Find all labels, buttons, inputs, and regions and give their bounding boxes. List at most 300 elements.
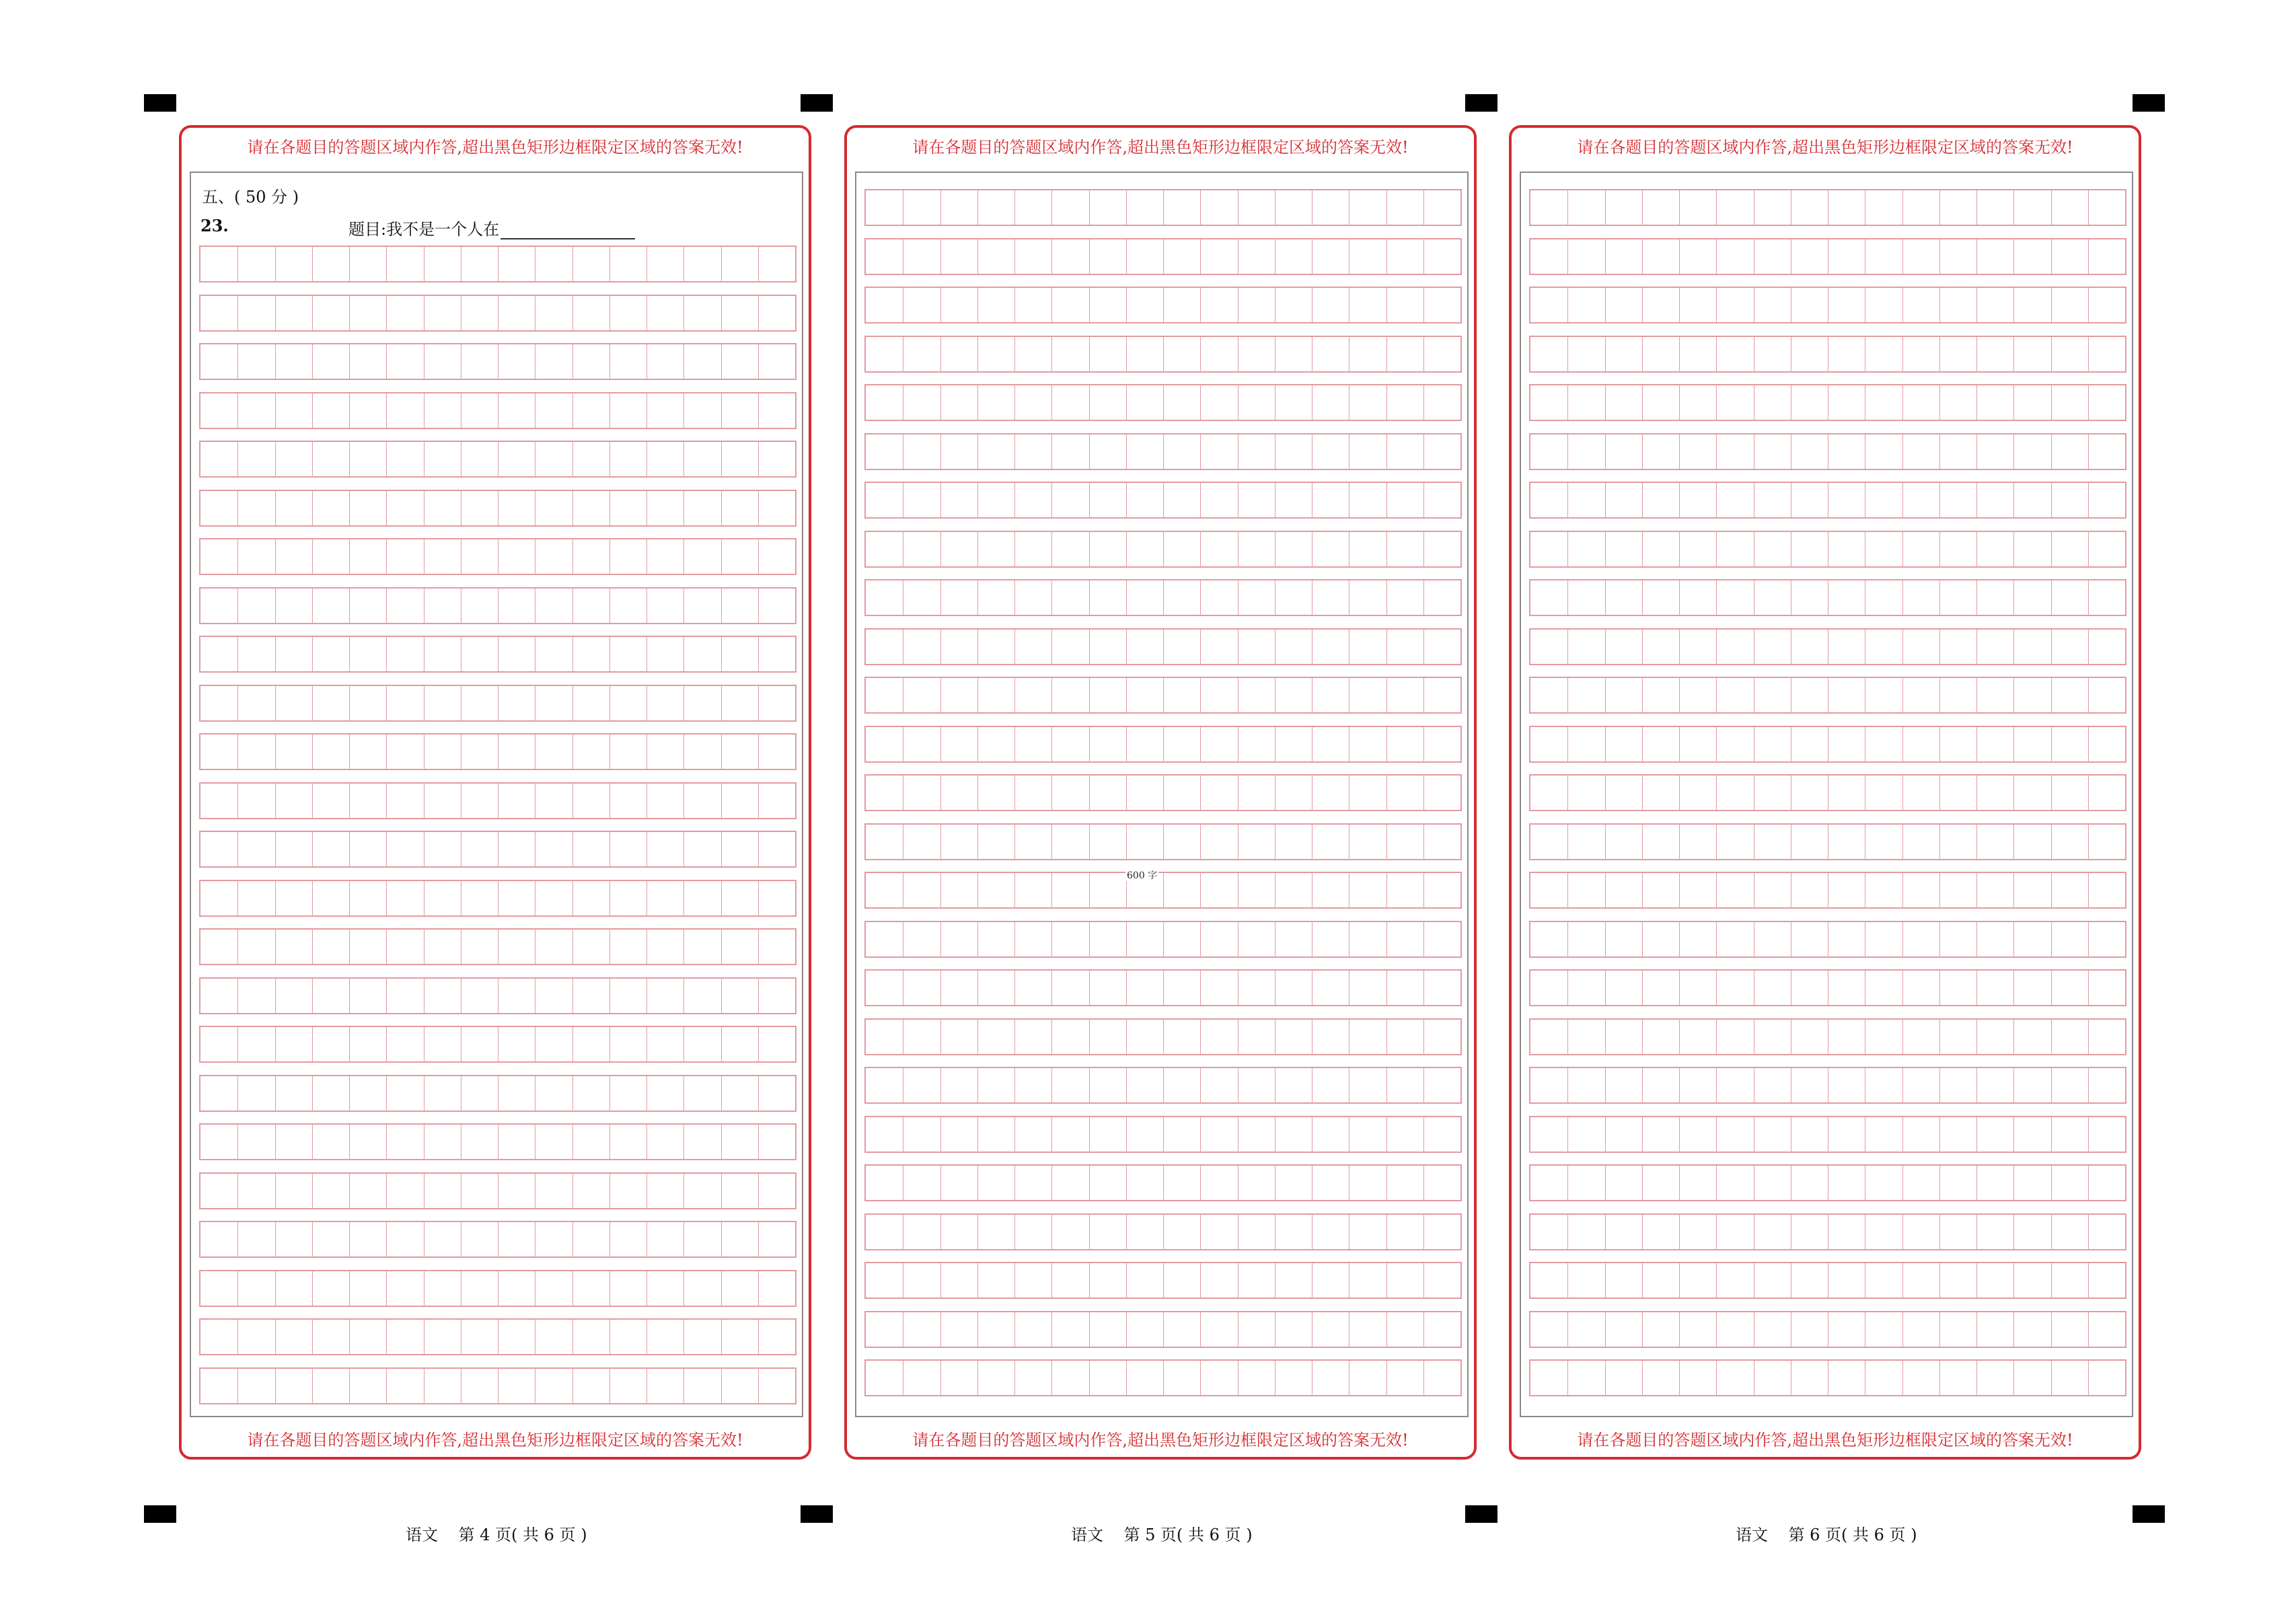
grid-cell[interactable]: [977, 483, 1014, 517]
grid-cell[interactable]: [498, 735, 535, 769]
grid-cell[interactable]: [1754, 190, 1791, 225]
grid-cell[interactable]: [1791, 1166, 1828, 1200]
grid-cell[interactable]: [1902, 1361, 1939, 1395]
grid-cell[interactable]: [237, 1271, 274, 1306]
grid-cell[interactable]: [312, 393, 349, 428]
grid-cell[interactable]: [646, 393, 683, 428]
grid-cell[interactable]: [1163, 873, 1200, 907]
grid-cell[interactable]: [312, 1027, 349, 1061]
grid-cell[interactable]: [1567, 337, 1604, 371]
grid-cell[interactable]: [1163, 630, 1200, 664]
grid-cell[interactable]: [1423, 1215, 1460, 1249]
grid-cell[interactable]: [758, 1125, 795, 1159]
grid-cell[interactable]: [1791, 435, 1828, 469]
grid-cell[interactable]: [1014, 922, 1051, 956]
grid-cell[interactable]: [646, 1320, 683, 1354]
grid-cell[interactable]: [1349, 1361, 1386, 1395]
grid-cell[interactable]: [200, 637, 237, 671]
grid-cell[interactable]: [758, 247, 795, 281]
grid-cell[interactable]: [940, 1215, 977, 1249]
grid-cell[interactable]: [572, 247, 609, 281]
grid-cell[interactable]: [1754, 435, 1791, 469]
grid-cell[interactable]: [1349, 1312, 1386, 1347]
grid-cell[interactable]: [1642, 580, 1679, 615]
grid-cell[interactable]: [349, 979, 386, 1013]
grid-cell[interactable]: [237, 393, 274, 428]
grid-cell[interactable]: [977, 1263, 1014, 1297]
grid-cell[interactable]: [1567, 239, 1604, 274]
grid-cell[interactable]: [1791, 776, 1828, 810]
grid-cell[interactable]: [977, 922, 1014, 956]
grid-cell[interactable]: [349, 686, 386, 720]
grid-cell[interactable]: [1051, 337, 1088, 371]
grid-cell[interactable]: [903, 1020, 940, 1054]
grid-cell[interactable]: [1530, 922, 1567, 956]
grid-cell[interactable]: [1386, 727, 1423, 761]
grid-cell[interactable]: [461, 589, 498, 623]
grid-cell[interactable]: [940, 922, 977, 956]
grid-cell[interactable]: [1791, 288, 1828, 322]
grid-cell[interactable]: [2013, 337, 2050, 371]
grid-cell[interactable]: [572, 296, 609, 330]
grid-cell[interactable]: [683, 589, 720, 623]
grid-cell[interactable]: [275, 1174, 312, 1208]
grid-cell[interactable]: [1716, 1166, 1753, 1200]
grid-cell[interactable]: [1386, 971, 1423, 1005]
grid-cell[interactable]: [1238, 1020, 1275, 1054]
grid-cell[interactable]: [1423, 1263, 1460, 1297]
grid-cell[interactable]: [1200, 337, 1237, 371]
grid-cell[interactable]: [1976, 385, 2013, 420]
grid-cell[interactable]: [1530, 385, 1567, 420]
grid-cell[interactable]: [1902, 532, 1939, 566]
grid-cell[interactable]: [1089, 1312, 1126, 1347]
grid-cell[interactable]: [2013, 630, 2050, 664]
grid-cell[interactable]: [940, 385, 977, 420]
grid-cell[interactable]: [1530, 190, 1567, 225]
grid-cell[interactable]: [646, 1027, 683, 1061]
grid-cell[interactable]: [424, 1369, 461, 1403]
grid-cell[interactable]: [1754, 1263, 1791, 1297]
grid-cell[interactable]: [1865, 288, 1902, 322]
grid-cell[interactable]: [1126, 776, 1163, 810]
grid-cell[interactable]: [1791, 630, 1828, 664]
grid-cell[interactable]: [1349, 190, 1386, 225]
grid-cell[interactable]: [349, 1125, 386, 1159]
grid-cell[interactable]: [1828, 1117, 1865, 1152]
grid-cell[interactable]: [683, 247, 720, 281]
grid-cell[interactable]: [1902, 1166, 1939, 1200]
grid-cell[interactable]: [237, 735, 274, 769]
grid-cell[interactable]: [903, 922, 940, 956]
grid-cell[interactable]: [1051, 1068, 1088, 1102]
grid-cell[interactable]: [1275, 1361, 1312, 1395]
grid-cell[interactable]: [1386, 435, 1423, 469]
grid-cell[interactable]: [200, 491, 237, 525]
grid-cell[interactable]: [1275, 776, 1312, 810]
grid-cell[interactable]: [1976, 727, 2013, 761]
grid-cell[interactable]: [424, 393, 461, 428]
grid-cell[interactable]: [200, 1027, 237, 1061]
grid-cell[interactable]: [1567, 922, 1604, 956]
grid-cell[interactable]: [1828, 727, 1865, 761]
grid-cell[interactable]: [572, 832, 609, 866]
grid-cell[interactable]: [1939, 873, 1976, 907]
grid-cell[interactable]: [1126, 1068, 1163, 1102]
grid-cell[interactable]: [977, 630, 1014, 664]
grid-cell[interactable]: [646, 832, 683, 866]
grid-cell[interactable]: [1423, 288, 1460, 322]
grid-cell[interactable]: [498, 1174, 535, 1208]
grid-cell[interactable]: [498, 637, 535, 671]
grid-cell[interactable]: [1423, 1020, 1460, 1054]
grid-cell[interactable]: [2013, 1166, 2050, 1200]
grid-cell[interactable]: [977, 873, 1014, 907]
grid-cell[interactable]: [609, 1027, 646, 1061]
grid-cell[interactable]: [609, 491, 646, 525]
grid-cell[interactable]: [1567, 776, 1604, 810]
grid-cell[interactable]: [1902, 288, 1939, 322]
grid-cell[interactable]: [1423, 190, 1460, 225]
grid-cell[interactable]: [1238, 239, 1275, 274]
grid-cell[interactable]: [1976, 922, 2013, 956]
grid-cell[interactable]: [1976, 190, 2013, 225]
grid-cell[interactable]: [1605, 1117, 1642, 1152]
grid-cell[interactable]: [2088, 1068, 2125, 1102]
grid-cell[interactable]: [903, 580, 940, 615]
grid-cell[interactable]: [1126, 190, 1163, 225]
grid-cell[interactable]: [2051, 1117, 2088, 1152]
grid-cell[interactable]: [386, 930, 423, 964]
grid-cell[interactable]: [2088, 532, 2125, 566]
grid-cell[interactable]: [2013, 288, 2050, 322]
grid-cell[interactable]: [1163, 239, 1200, 274]
grid-cell[interactable]: [1939, 1312, 1976, 1347]
grid-cell[interactable]: [535, 1222, 572, 1256]
grid-cell[interactable]: [1865, 1117, 1902, 1152]
grid-cell[interactable]: [1349, 1068, 1386, 1102]
grid-cell[interactable]: [2013, 239, 2050, 274]
grid-cell[interactable]: [386, 979, 423, 1013]
grid-cell[interactable]: [903, 1312, 940, 1347]
grid-cell[interactable]: [2051, 1312, 2088, 1347]
grid-cell[interactable]: [200, 1271, 237, 1306]
grid-cell[interactable]: [1163, 1117, 1200, 1152]
grid-cell[interactable]: [1679, 288, 1716, 322]
grid-cell[interactable]: [903, 337, 940, 371]
grid-cell[interactable]: [758, 491, 795, 525]
grid-cell[interactable]: [1423, 337, 1460, 371]
grid-cell[interactable]: [1200, 678, 1237, 712]
grid-cell[interactable]: [1349, 1117, 1386, 1152]
grid-cell[interactable]: [1423, 825, 1460, 859]
grid-cell[interactable]: [721, 344, 758, 379]
grid-cell[interactable]: [386, 881, 423, 915]
grid-cell[interactable]: [2088, 1361, 2125, 1395]
grid-cell[interactable]: [1530, 873, 1567, 907]
grid-cell[interactable]: [349, 1320, 386, 1354]
grid-cell[interactable]: [2088, 630, 2125, 664]
grid-cell[interactable]: [1275, 288, 1312, 322]
grid-cell[interactable]: [721, 539, 758, 574]
grid-cell[interactable]: [572, 1320, 609, 1354]
grid-cell[interactable]: [1828, 1166, 1865, 1200]
grid-cell[interactable]: [1902, 873, 1939, 907]
grid-cell[interactable]: [1754, 922, 1791, 956]
grid-cell[interactable]: [1828, 190, 1865, 225]
grid-cell[interactable]: [424, 589, 461, 623]
grid-cell[interactable]: [1089, 337, 1126, 371]
grid-cell[interactable]: [1163, 1068, 1200, 1102]
grid-cell[interactable]: [977, 825, 1014, 859]
grid-cell[interactable]: [498, 686, 535, 720]
grid-cell[interactable]: [1716, 385, 1753, 420]
grid-cell[interactable]: [424, 1174, 461, 1208]
grid-cell[interactable]: [2088, 239, 2125, 274]
grid-cell[interactable]: [461, 1125, 498, 1159]
grid-cell[interactable]: [646, 539, 683, 574]
grid-cell[interactable]: [1238, 1068, 1275, 1102]
grid-cell[interactable]: [1014, 239, 1051, 274]
grid-cell[interactable]: [1976, 1117, 2013, 1152]
grid-cell[interactable]: [1238, 825, 1275, 859]
grid-cell[interactable]: [349, 247, 386, 281]
grid-cell[interactable]: [977, 776, 1014, 810]
grid-cell[interactable]: [1976, 1020, 2013, 1054]
grid-cell[interactable]: [683, 1369, 720, 1403]
grid-cell[interactable]: [1312, 1020, 1349, 1054]
grid-cell[interactable]: [1530, 1312, 1567, 1347]
grid-cell[interactable]: [940, 825, 977, 859]
grid-cell[interactable]: [572, 1027, 609, 1061]
grid-cell[interactable]: [312, 1125, 349, 1159]
grid-cell[interactable]: [1349, 580, 1386, 615]
grid-cell[interactable]: [683, 442, 720, 476]
grid-cell[interactable]: [1865, 239, 1902, 274]
grid-cell[interactable]: [1605, 1361, 1642, 1395]
grid-cell[interactable]: [1200, 1020, 1237, 1054]
grid-cell[interactable]: [609, 442, 646, 476]
grid-cell[interactable]: [1605, 288, 1642, 322]
grid-cell[interactable]: [1642, 1215, 1679, 1249]
grid-cell[interactable]: [1126, 727, 1163, 761]
grid-cell[interactable]: [1605, 630, 1642, 664]
grid-cell[interactable]: [1312, 483, 1349, 517]
grid-cell[interactable]: [386, 1369, 423, 1403]
grid-cell[interactable]: [758, 1369, 795, 1403]
grid-cell[interactable]: [1642, 630, 1679, 664]
grid-cell[interactable]: [1423, 678, 1460, 712]
grid-cell[interactable]: [424, 247, 461, 281]
grid-cell[interactable]: [1312, 288, 1349, 322]
grid-cell[interactable]: [1716, 1361, 1753, 1395]
grid-cell[interactable]: [349, 1271, 386, 1306]
grid-cell[interactable]: [1791, 385, 1828, 420]
grid-cell[interactable]: [1423, 1068, 1460, 1102]
grid-cell[interactable]: [1754, 288, 1791, 322]
grid-cell[interactable]: [721, 1174, 758, 1208]
grid-cell[interactable]: [237, 247, 274, 281]
grid-cell[interactable]: [1089, 971, 1126, 1005]
grid-cell[interactable]: [1939, 190, 1976, 225]
grid-cell[interactable]: [1939, 825, 1976, 859]
grid-cell[interactable]: [1939, 532, 1976, 566]
grid-cell[interactable]: [1902, 1312, 1939, 1347]
grid-cell[interactable]: [2051, 1215, 2088, 1249]
grid-cell[interactable]: [237, 296, 274, 330]
grid-cell[interactable]: [312, 1271, 349, 1306]
grid-cell[interactable]: [237, 832, 274, 866]
grid-cell[interactable]: [1642, 532, 1679, 566]
grid-cell[interactable]: [572, 1271, 609, 1306]
grid-cell[interactable]: [1423, 1117, 1460, 1152]
grid-cell[interactable]: [498, 442, 535, 476]
grid-cell[interactable]: [1679, 239, 1716, 274]
grid-cell[interactable]: [1423, 971, 1460, 1005]
grid-cell[interactable]: [1567, 435, 1604, 469]
grid-cell[interactable]: [1349, 630, 1386, 664]
grid-cell[interactable]: [758, 296, 795, 330]
grid-cell[interactable]: [977, 1020, 1014, 1054]
grid-cell[interactable]: [1163, 532, 1200, 566]
grid-cell[interactable]: [758, 1320, 795, 1354]
grid-cell[interactable]: [237, 344, 274, 379]
grid-cell[interactable]: [237, 442, 274, 476]
grid-cell[interactable]: [275, 589, 312, 623]
grid-cell[interactable]: [940, 288, 977, 322]
grid-cell[interactable]: [1163, 288, 1200, 322]
grid-cell[interactable]: [1163, 190, 1200, 225]
grid-cell[interactable]: [1089, 580, 1126, 615]
grid-cell[interactable]: [866, 971, 903, 1005]
grid-cell[interactable]: [1051, 239, 1088, 274]
grid-cell[interactable]: [535, 735, 572, 769]
grid-cell[interactable]: [1312, 630, 1349, 664]
grid-cell[interactable]: [940, 727, 977, 761]
grid-cell[interactable]: [1939, 630, 1976, 664]
grid-cell[interactable]: [498, 247, 535, 281]
grid-cell[interactable]: [940, 1166, 977, 1200]
grid-cell[interactable]: [1423, 580, 1460, 615]
grid-cell[interactable]: [1754, 825, 1791, 859]
grid-cell[interactable]: [200, 344, 237, 379]
grid-cell[interactable]: [1939, 239, 1976, 274]
grid-cell[interactable]: [683, 1320, 720, 1354]
grid-cell[interactable]: [1642, 337, 1679, 371]
grid-cell[interactable]: [1902, 776, 1939, 810]
grid-cell[interactable]: [1716, 532, 1753, 566]
grid-cell[interactable]: [1939, 1166, 1976, 1200]
grid-cell[interactable]: [2013, 873, 2050, 907]
grid-cell[interactable]: [1014, 825, 1051, 859]
grid-cell[interactable]: [1089, 727, 1126, 761]
grid-cell[interactable]: [1939, 1117, 1976, 1152]
grid-cell[interactable]: [866, 678, 903, 712]
grid-cell[interactable]: [1126, 630, 1163, 664]
grid-cell[interactable]: [903, 1166, 940, 1200]
grid-cell[interactable]: [609, 637, 646, 671]
grid-cell[interactable]: [386, 539, 423, 574]
grid-cell[interactable]: [349, 589, 386, 623]
grid-cell[interactable]: [1238, 1166, 1275, 1200]
grid-cell[interactable]: [1312, 922, 1349, 956]
grid-cell[interactable]: [1754, 580, 1791, 615]
grid-cell[interactable]: [1791, 1312, 1828, 1347]
grid-cell[interactable]: [200, 1174, 237, 1208]
grid-cell[interactable]: [977, 1117, 1014, 1152]
grid-cell[interactable]: [349, 881, 386, 915]
grid-cell[interactable]: [1567, 630, 1604, 664]
grid-cell[interactable]: [646, 930, 683, 964]
grid-cell[interactable]: [1791, 727, 1828, 761]
grid-cell[interactable]: [2013, 922, 2050, 956]
grid-cell[interactable]: [1865, 435, 1902, 469]
grid-cell[interactable]: [386, 296, 423, 330]
grid-cell[interactable]: [1200, 971, 1237, 1005]
grid-cell[interactable]: [1275, 1166, 1312, 1200]
grid-cell[interactable]: [866, 1068, 903, 1102]
grid-cell[interactable]: [1902, 678, 1939, 712]
grid-cell[interactable]: [1200, 727, 1237, 761]
grid-cell[interactable]: [1679, 873, 1716, 907]
grid-cell[interactable]: [2088, 1312, 2125, 1347]
grid-cell[interactable]: [1530, 580, 1567, 615]
grid-cell[interactable]: [200, 296, 237, 330]
grid-cell[interactable]: [903, 873, 940, 907]
grid-cell[interactable]: [721, 589, 758, 623]
grid-cell[interactable]: [1312, 1361, 1349, 1395]
grid-cell[interactable]: [609, 735, 646, 769]
grid-cell[interactable]: [424, 686, 461, 720]
grid-cell[interactable]: [977, 435, 1014, 469]
grid-cell[interactable]: [1902, 190, 1939, 225]
grid-cell[interactable]: [349, 296, 386, 330]
grid-cell[interactable]: [646, 1271, 683, 1306]
grid-cell[interactable]: [461, 296, 498, 330]
grid-cell[interactable]: [237, 1076, 274, 1110]
grid-cell[interactable]: [866, 1117, 903, 1152]
grid-cell[interactable]: [866, 385, 903, 420]
grid-cell[interactable]: [646, 247, 683, 281]
grid-cell[interactable]: [2013, 1361, 2050, 1395]
grid-cell[interactable]: [498, 1320, 535, 1354]
grid-cell[interactable]: [1679, 1263, 1716, 1297]
grid-cell[interactable]: [1642, 1166, 1679, 1200]
grid-cell[interactable]: [1642, 1263, 1679, 1297]
grid-cell[interactable]: [461, 491, 498, 525]
grid-cell[interactable]: [1089, 1068, 1126, 1102]
grid-cell[interactable]: [461, 393, 498, 428]
grid-cell[interactable]: [1238, 727, 1275, 761]
grid-cell[interactable]: [1828, 288, 1865, 322]
grid-cell[interactable]: [1642, 922, 1679, 956]
grid-cell[interactable]: [424, 491, 461, 525]
grid-cell[interactable]: [1642, 1361, 1679, 1395]
grid-cell[interactable]: [1865, 1020, 1902, 1054]
grid-cell[interactable]: [1754, 385, 1791, 420]
grid-cell[interactable]: [903, 532, 940, 566]
grid-cell[interactable]: [386, 491, 423, 525]
grid-cell[interactable]: [237, 1027, 274, 1061]
grid-cell[interactable]: [683, 344, 720, 379]
grid-cell[interactable]: [1567, 971, 1604, 1005]
grid-cell[interactable]: [1605, 1263, 1642, 1297]
grid-cell[interactable]: [1089, 435, 1126, 469]
grid-cell[interactable]: [424, 881, 461, 915]
grid-cell[interactable]: [683, 979, 720, 1013]
grid-cell[interactable]: [461, 1076, 498, 1110]
grid-cell[interactable]: [1200, 239, 1237, 274]
